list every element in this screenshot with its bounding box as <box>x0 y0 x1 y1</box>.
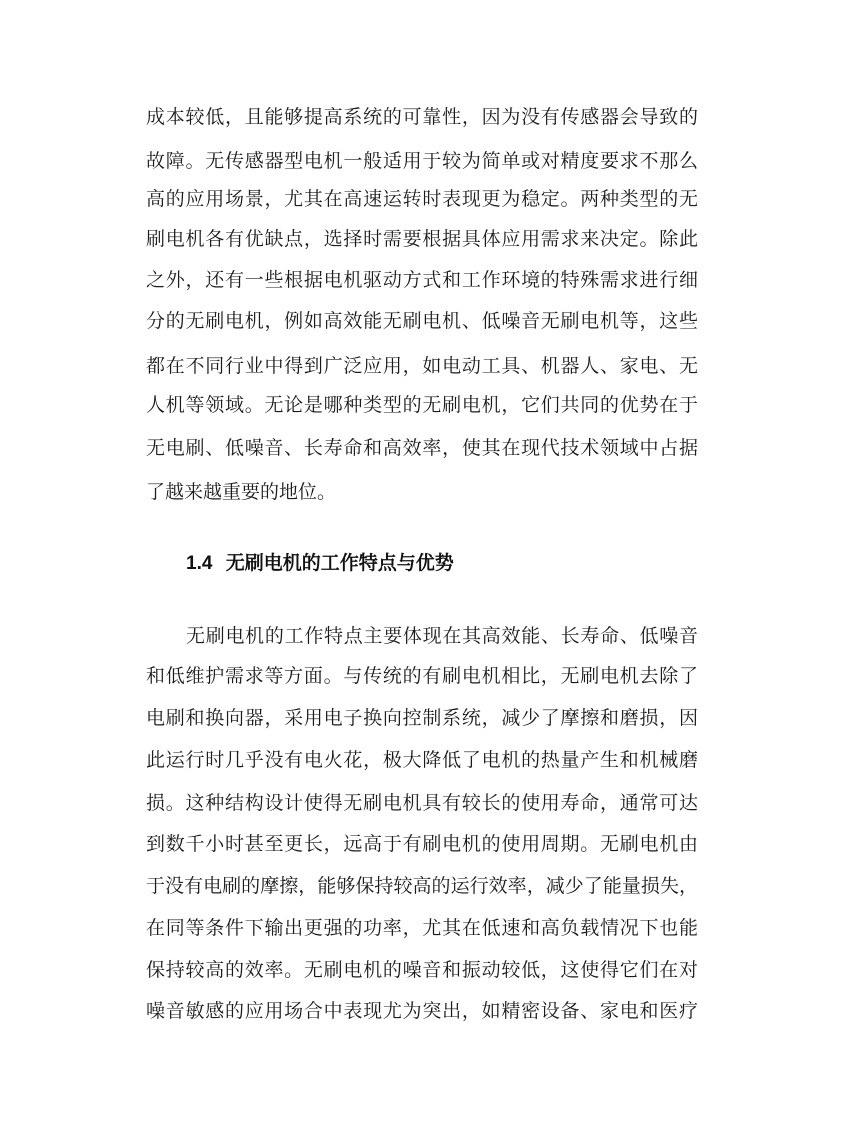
section-title: 无刷电机的工作特点与优势 <box>225 553 454 574</box>
paragraph-line: 于没有电刷的摩擦，能够保持较高的运行效率，减少了能量损失， <box>146 875 698 897</box>
paragraph-line: 了越来越重要的地位。 <box>146 481 337 503</box>
paragraph-line: 到数千小时甚至更长，远高于有刷电机的使用周期。无刷电机由 <box>146 833 698 855</box>
paragraph-line: 人机等领域。无论是哪种类型的无刷电机，它们共同的优势在于 <box>146 394 698 416</box>
paragraph-line: 刷电机各有优缺点，选择时需要根据具体应用需求来决定。除此 <box>146 228 698 250</box>
paragraph-line: 和低维护需求等方面。与传统的有刷电机相比，无刷电机去除了 <box>146 665 698 687</box>
paragraph-line: 噪音敏感的应用场合中表现尤为突出，如精密设备、家电和医疗 <box>146 1000 698 1022</box>
paragraph-line: 故障。无传感器型电机一般适用于较为简单或对精度要求不那么 <box>146 150 698 172</box>
paragraph-line: 无电刷、低噪音、长寿命和高效率，使其在现代技术领域中占据 <box>146 437 698 459</box>
section-number: 1.4 <box>186 553 213 574</box>
paragraph-line: 之外，还有一些根据电机驱动方式和工作环境的特殊需求进行细 <box>146 269 698 291</box>
paragraph-line: 分的无刷电机，例如高效能无刷电机、低噪音无刷电机等，这些 <box>146 310 698 332</box>
paragraph-line: 成本较低，且能够提高系统的可靠性，因为没有传感器会导致的 <box>146 106 698 128</box>
paragraph-line: 损。这种结构设计使得无刷电机具有较长的使用寿命，通常可达 <box>146 792 698 814</box>
paragraph-line: 都在不同行业中得到广泛应用，如电动工具、机器人、家电、无 <box>146 355 698 377</box>
paragraph-line: 无刷电机的工作特点主要体现在其高效能、长寿命、低噪音 <box>186 625 698 647</box>
paragraph-line: 在同等条件下输出更强的功率，尤其在低速和高负载情况下也能 <box>146 917 698 939</box>
paragraph-line: 此运行时几乎没有电火花，极大降低了电机的热量产生和机械磨 <box>146 749 698 771</box>
paragraph-line: 电刷和换向器，采用电子换向控制系统，减少了摩擦和磨损，因 <box>146 707 698 729</box>
section-heading <box>186 550 454 578</box>
paragraph-line: 高的应用场景，尤其在高速运转时表现更为稳定。两种类型的无 <box>146 188 698 210</box>
paragraph-line: 保持较高的效率。无刷电机的噪音和振动较低，这使得它们在对 <box>146 959 698 981</box>
